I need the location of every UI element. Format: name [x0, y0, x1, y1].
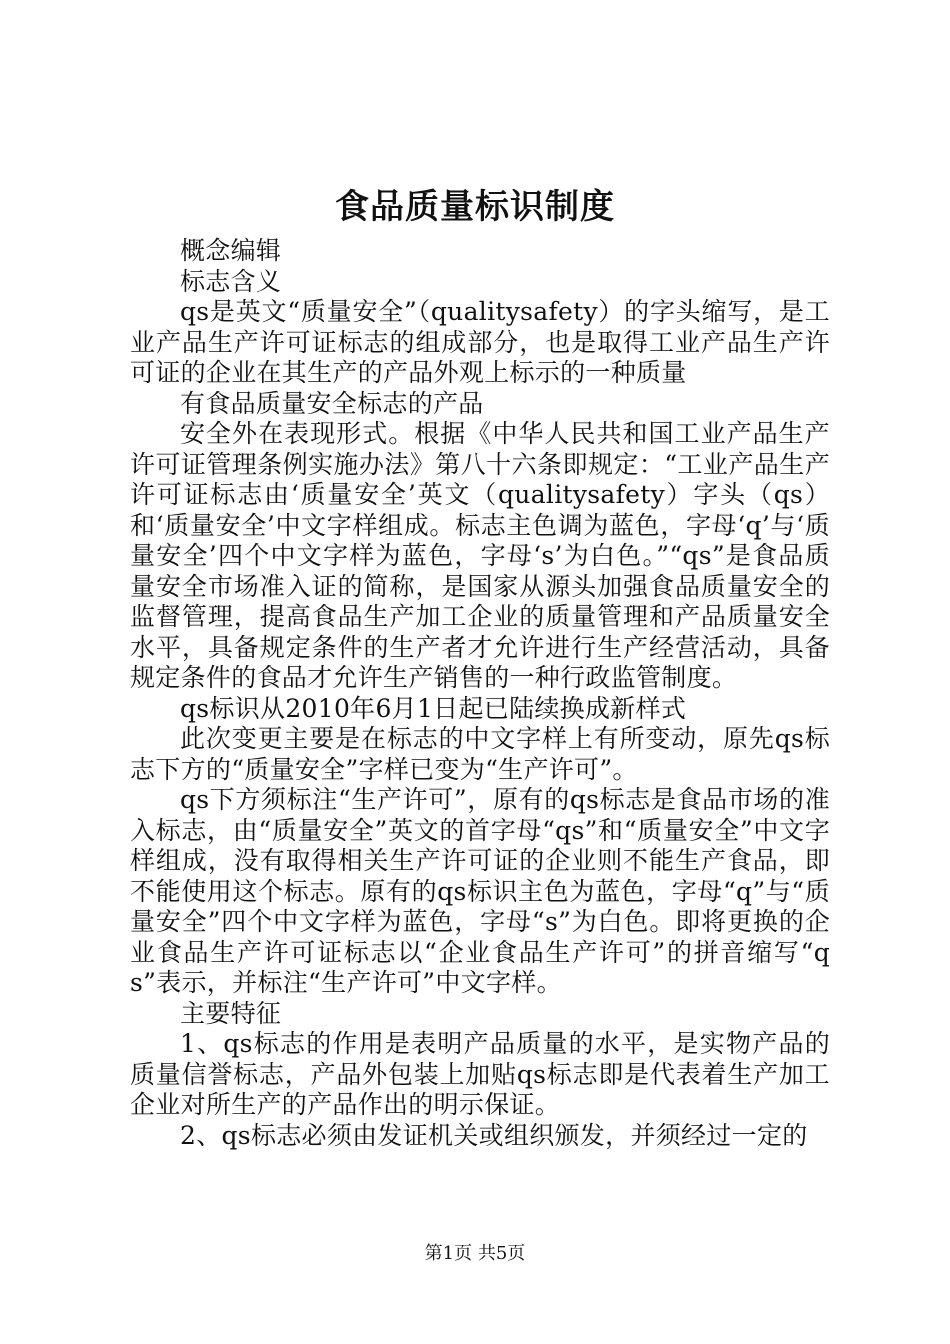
- paragraph: 概念编辑: [180, 236, 282, 265]
- paragraph: 有食品质量安全标志的产品: [180, 388, 484, 418]
- paragraph: qs标识从2010年6月1日起已陆续换成新样式: [180, 693, 687, 723]
- page-footer: 第1页 共5页: [424, 1243, 526, 1264]
- paragraph: 主要特征: [180, 998, 282, 1028]
- paragraph: 1、qs标志的作用是表明产品质量的水平，是实物产品的质量信誉标志，产品外包装上加贴qs标志即是代表着生产加工企业对所生产的产品作出的明示保证。: [130, 1029, 830, 1119]
- document-title: 食品质量标识制度: [335, 187, 615, 227]
- paragraph: 此次变更主要是在标志的中文字样上有所变动，原先qs标志下方的“质量安全”字样已变为“生产许可”。: [130, 724, 830, 784]
- paragraph: 2、qs标志必须由发证机关或组织颁发，并须经过一定的: [180, 1120, 808, 1150]
- document-body: [130, 236, 830, 1151]
- paragraph: 安全外在表现形式。根据《中华人民共和国工业产品生产许可证管理条例实施办法》第八十六条即规定：“工业产品生产许可证标志由‘质量安全’英文（qualitysafety）字头（qs）和‘质量安全’中文字样组成。标志主色调为蓝色，字母‘q’与‘质量安全’四个中文字样为蓝色，字母‘s’为白色。”“qs”是食品质量安全市场准入证的简称，是国家从源头加强食品质量安全的监督管理，提高食品生产加工企业的质量管理和产品质量安全水平，具备规定条件的生产者才允许进行生产经营活动，具备规定条件的食品才允许生产销售的一种行政监管制度。: [130, 419, 830, 692]
- paragraph: qs是英文“质量安全”（qualitysafety）的字头缩写，是工业产品生产许可证标志的组成部分，也是取得工业产品生产许可证的企业在其生产的产品外观上标示的一种质量: [130, 297, 830, 387]
- paragraph: qs下方须标注“生产许可”，原有的qs标志是食品市场的准入标志，由“质量安全”英文的首字母“qs”和“质量安全”中文字样组成，没有取得相关生产许可证的企业则不能生产食品，即不能使用这个标志。原有的qs标识主色为蓝色，字母“q”与“质量安全”四个中文字样为蓝色，字母“s”为白色。即将更换的企业食品生产许可证标志以“企业食品生产许可”的拼音缩写“qs”表示，并标注“生产许可”中文字样。: [130, 785, 830, 997]
- paragraph: 标志含义: [180, 266, 282, 296]
